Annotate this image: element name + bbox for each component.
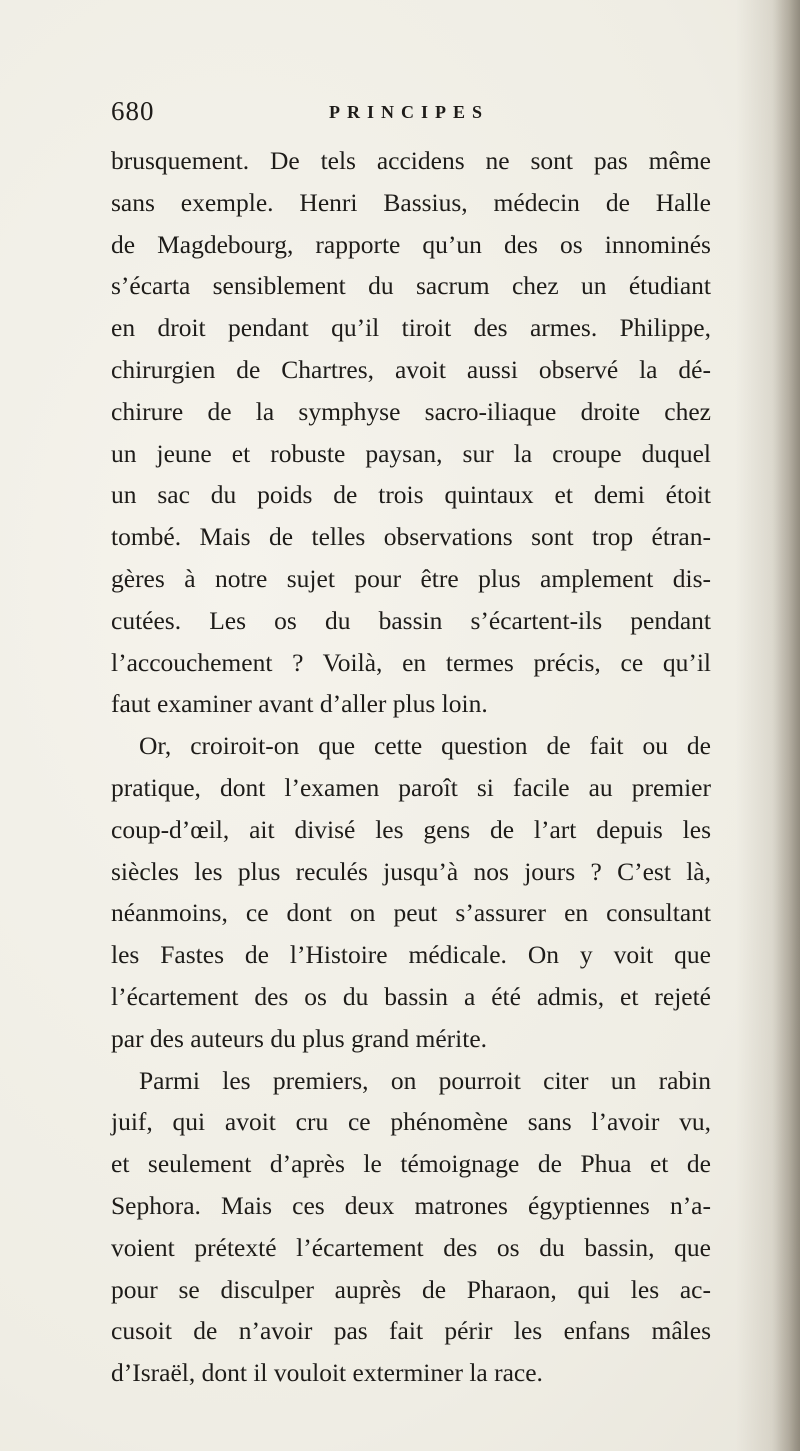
paragraph-start-line: Or, croiroit-on que cette question de fait ou de (139, 731, 711, 761)
text-line: néanmoins, ce dont on peut s’assurer en consultant (111, 898, 711, 928)
text-line: chirurgien de Chartres, avoit aussi observé la dé- (111, 354, 711, 384)
text-line: chirure de la symphyse sacro-iliaque droite chez (111, 396, 711, 426)
text-line: de Magdebourg, rapporte qu’un des os innominés (111, 229, 711, 259)
text-line: sans exemple. Henri Bassius, médecin de Halle (111, 187, 711, 217)
text-line: cusoit de n’avoir pas fait périr les enfans mâles (111, 1316, 711, 1346)
text-line: faut examiner avant d’aller plus loin. (111, 689, 488, 719)
text-line: coup-d’œil, ait divisé les gens de l’art depuis les (111, 814, 711, 844)
text-line: cutées. Les os du bassin s’écartent-ils pendant (111, 605, 711, 635)
text-line: pratique, dont l’examen paroît si facile au premier (111, 772, 711, 802)
text-line: un sac du poids de trois quintaux et demi étoit (111, 480, 711, 510)
text-line: s’écarta sensiblement du sacrum chez un étudiant (111, 271, 711, 301)
body-text (111, 140, 711, 1394)
text-line: d’Israël, dont il vouloit exterminer la race. (111, 1358, 543, 1388)
text-line: voient prétexté l’écartement des os du bassin, que (111, 1232, 711, 1262)
page-edge-shadow (772, 0, 800, 1451)
text-line: les Fastes de l’Histoire médicale. On y voit que (111, 940, 711, 970)
text-line: brusquement. De tels accidens ne sont pas même (111, 146, 711, 175)
text-line: l’écartement des os du bassin a été admis, et rejeté (111, 981, 711, 1011)
text-line: et seulement d’après le témoignage de Phua et de (111, 1149, 711, 1179)
page-number: 680 (111, 96, 155, 126)
text-line: Sephora. Mais ces deux matrones égyptiennes n’a- (111, 1190, 711, 1220)
text-line: tombé. Mais de telles observations sont trop étran- (111, 522, 711, 552)
text-line: pour se disculper auprès de Pharaon, qui les ac- (111, 1274, 711, 1304)
paragraph-start-line: Parmi les premiers, on pourroit citer un rabin (139, 1065, 711, 1095)
text-line: un jeune et robuste paysan, sur la croupe duquel (111, 438, 711, 468)
page-header (111, 96, 711, 136)
text-line: gères à notre sujet pour être plus amplement dis- (111, 563, 711, 593)
running-head: PRINCIPES (329, 102, 490, 122)
text-line: en droit pendant qu’il tiroit des armes. Philippe, (111, 313, 711, 343)
text-line: siècles les plus reculés jusqu’à nos jours ? C’est là, (111, 856, 711, 886)
text-line: juif, qui avoit cru ce phénomène sans l’avoir vu, (111, 1107, 711, 1137)
text-line: l’accouchement ? Voilà, en termes précis, ce qu’il (111, 647, 711, 677)
text-line: par des auteurs du plus grand mérite. (111, 1023, 488, 1053)
